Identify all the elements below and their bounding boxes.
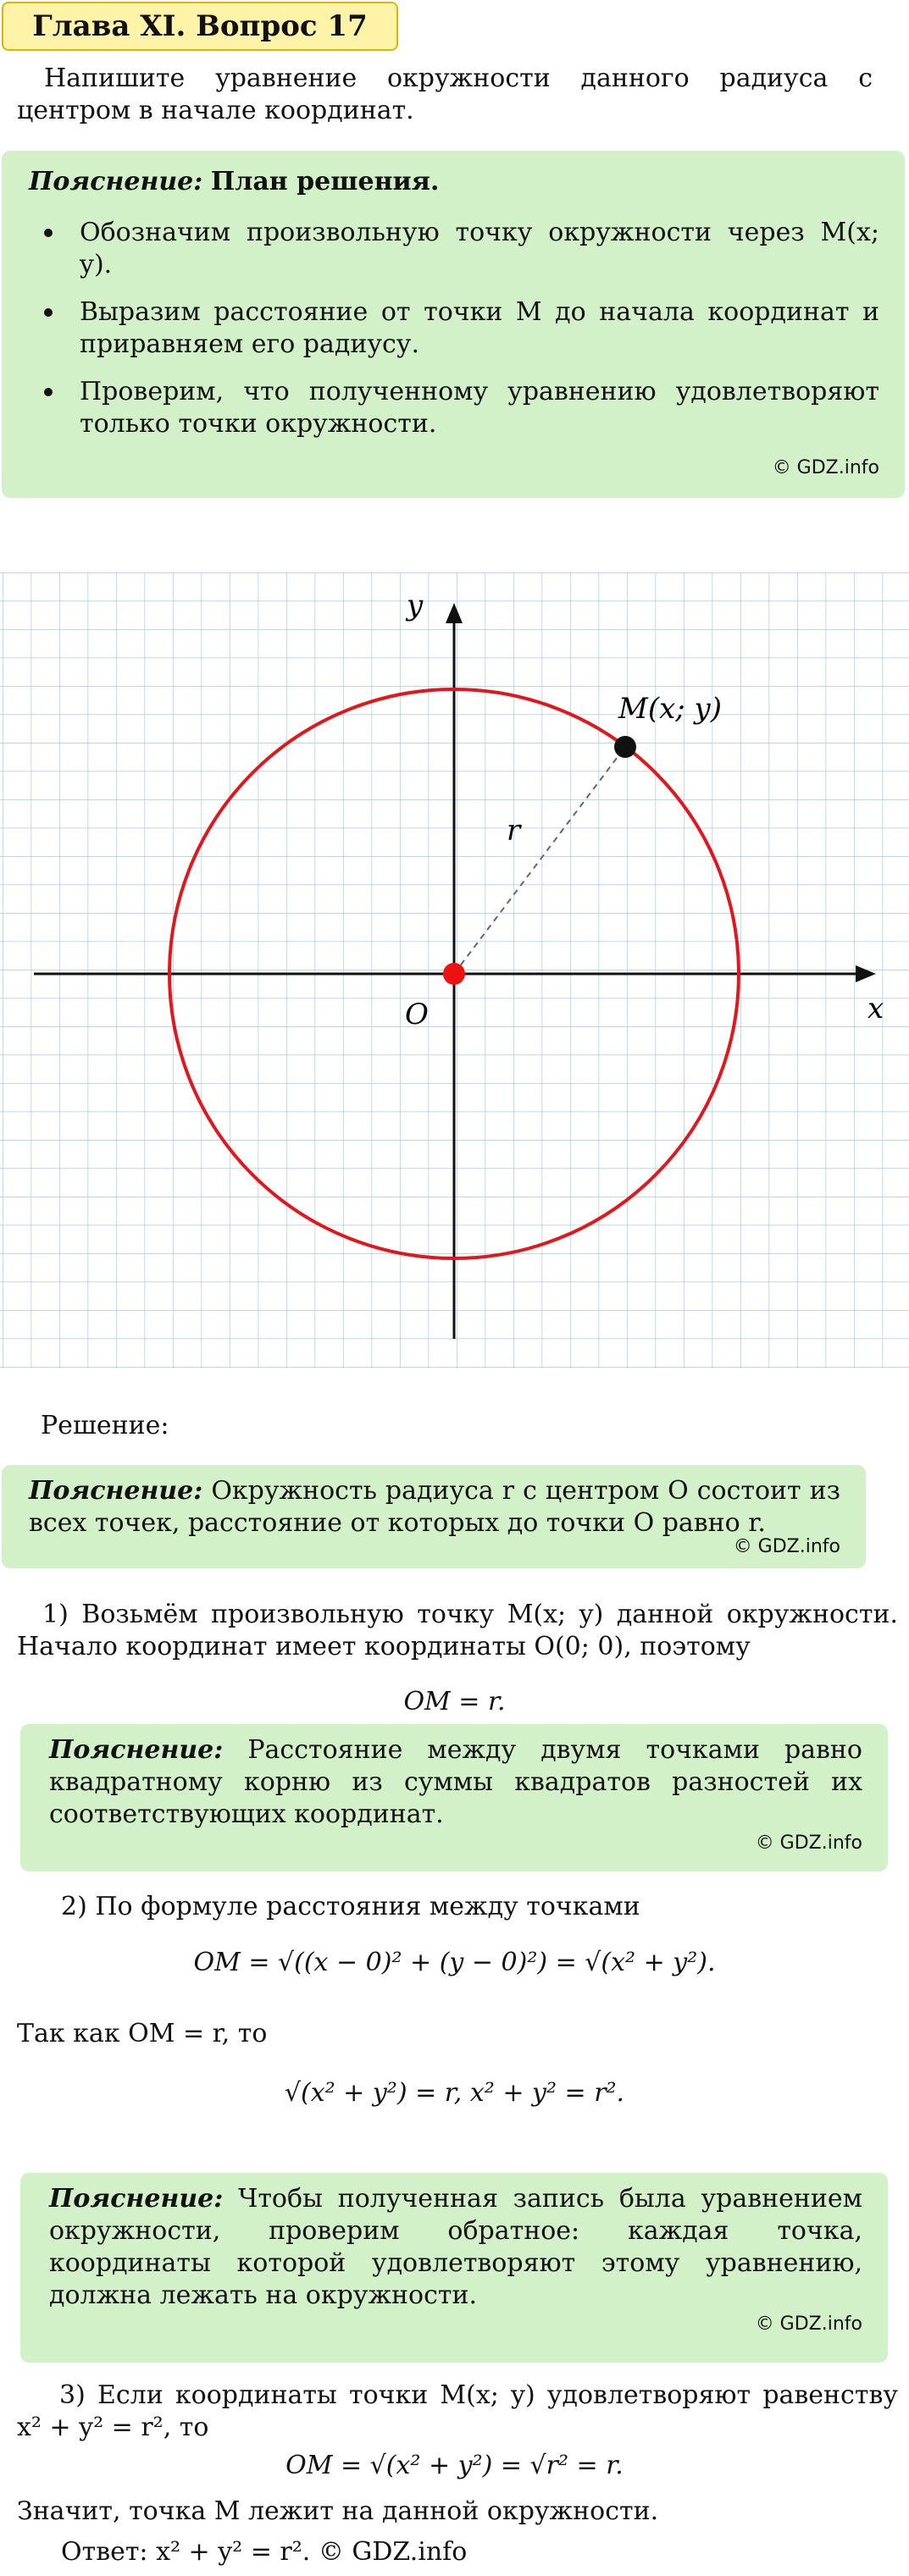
conclusion-text: Значит, точка M лежит на данной окружности. <box>17 2496 659 2526</box>
coordinate-figure <box>0 572 909 1374</box>
copyright-mark: © GDZ.info <box>772 457 879 478</box>
note-label: Пояснение: <box>49 1735 224 1765</box>
copyright-mark: © GDZ.info <box>733 1536 840 1557</box>
step3-text: 3) Если координаты точки M(x; y) удовлетворяют равенству x² + y² = r², то <box>17 2380 898 2442</box>
note-box <box>20 2173 888 2363</box>
step2-result: √(x² + y²) = r, x² + y² = r². <box>284 2078 625 2108</box>
step2-since: Так как OM = r, то <box>17 2019 268 2048</box>
step2-text: 2) По формуле расстояния между точками <box>61 1892 640 1921</box>
step1-formula: OM = r. <box>403 1687 506 1716</box>
note-box <box>2 1465 866 1568</box>
x-axis-label: x <box>867 992 884 1025</box>
note-label: Пояснение: <box>29 1476 203 1506</box>
point-m-label: M(x; y) <box>618 692 722 726</box>
note-text: Расстояние между двумя точками равно квадратному корню из суммы квадратов разностей их соответствующих координат. <box>49 1735 862 1829</box>
copyright-mark: © GDZ.info <box>755 2313 862 2335</box>
solution-label: Решение: <box>41 1411 169 1440</box>
note-text: Чтобы полученная запись была уравнением окружности, проверим обратное: каждая точка, координаты которой удовлетворяют этому уравнению, должна лежать на окружности. <box>49 2184 862 2310</box>
step1-text: 1) Возьмём произвольную точку M(x; y) данной окружности. Начало координат имеет координаты O(0; 0), поэтому <box>17 1600 898 1661</box>
note-box <box>20 1724 888 1871</box>
copyright-mark: © GDZ.info <box>755 1832 862 1854</box>
y-axis-label: y <box>407 589 424 622</box>
point-m-dot <box>614 736 636 758</box>
origin-label: O <box>405 998 429 1031</box>
plan-bullet: Выразим расстояние от точки M до начала координат и приравняем его радиусу. <box>29 296 879 361</box>
plan-box <box>2 151 905 498</box>
origin-dot <box>443 963 465 985</box>
step2-formula: OM = √((x − 0)² + (y − 0)²) = √(x² + y²). <box>193 1948 716 1977</box>
note-label: Пояснение: <box>49 2184 224 2214</box>
radius-label: r <box>507 814 521 848</box>
plan-bullet: Обозначим произвольную точку окружности через M(x; y). <box>29 217 879 281</box>
answer-text: Ответ: x² + y² = r². © GDZ.info <box>61 2537 468 2567</box>
chapter-title: Глава XI. Вопрос 17 <box>2 2 398 51</box>
note-text: Окружность радиуса r с центром O состоит из всех точек, расстояние от которых до точки O равно r. <box>29 1476 840 1538</box>
task-text: Напишите уравнение окружности данного радиуса с центром в начале координат. <box>17 64 873 125</box>
plan-bullet: Проверим, что полученному уравнению удовлетворяют только точки окружности. <box>29 376 879 440</box>
step3-formula: OM = √(x² + y²) = √r² = r. <box>285 2451 624 2480</box>
plan-heading: План решения. <box>210 167 440 196</box>
plan-label: Пояснение: <box>29 167 203 196</box>
